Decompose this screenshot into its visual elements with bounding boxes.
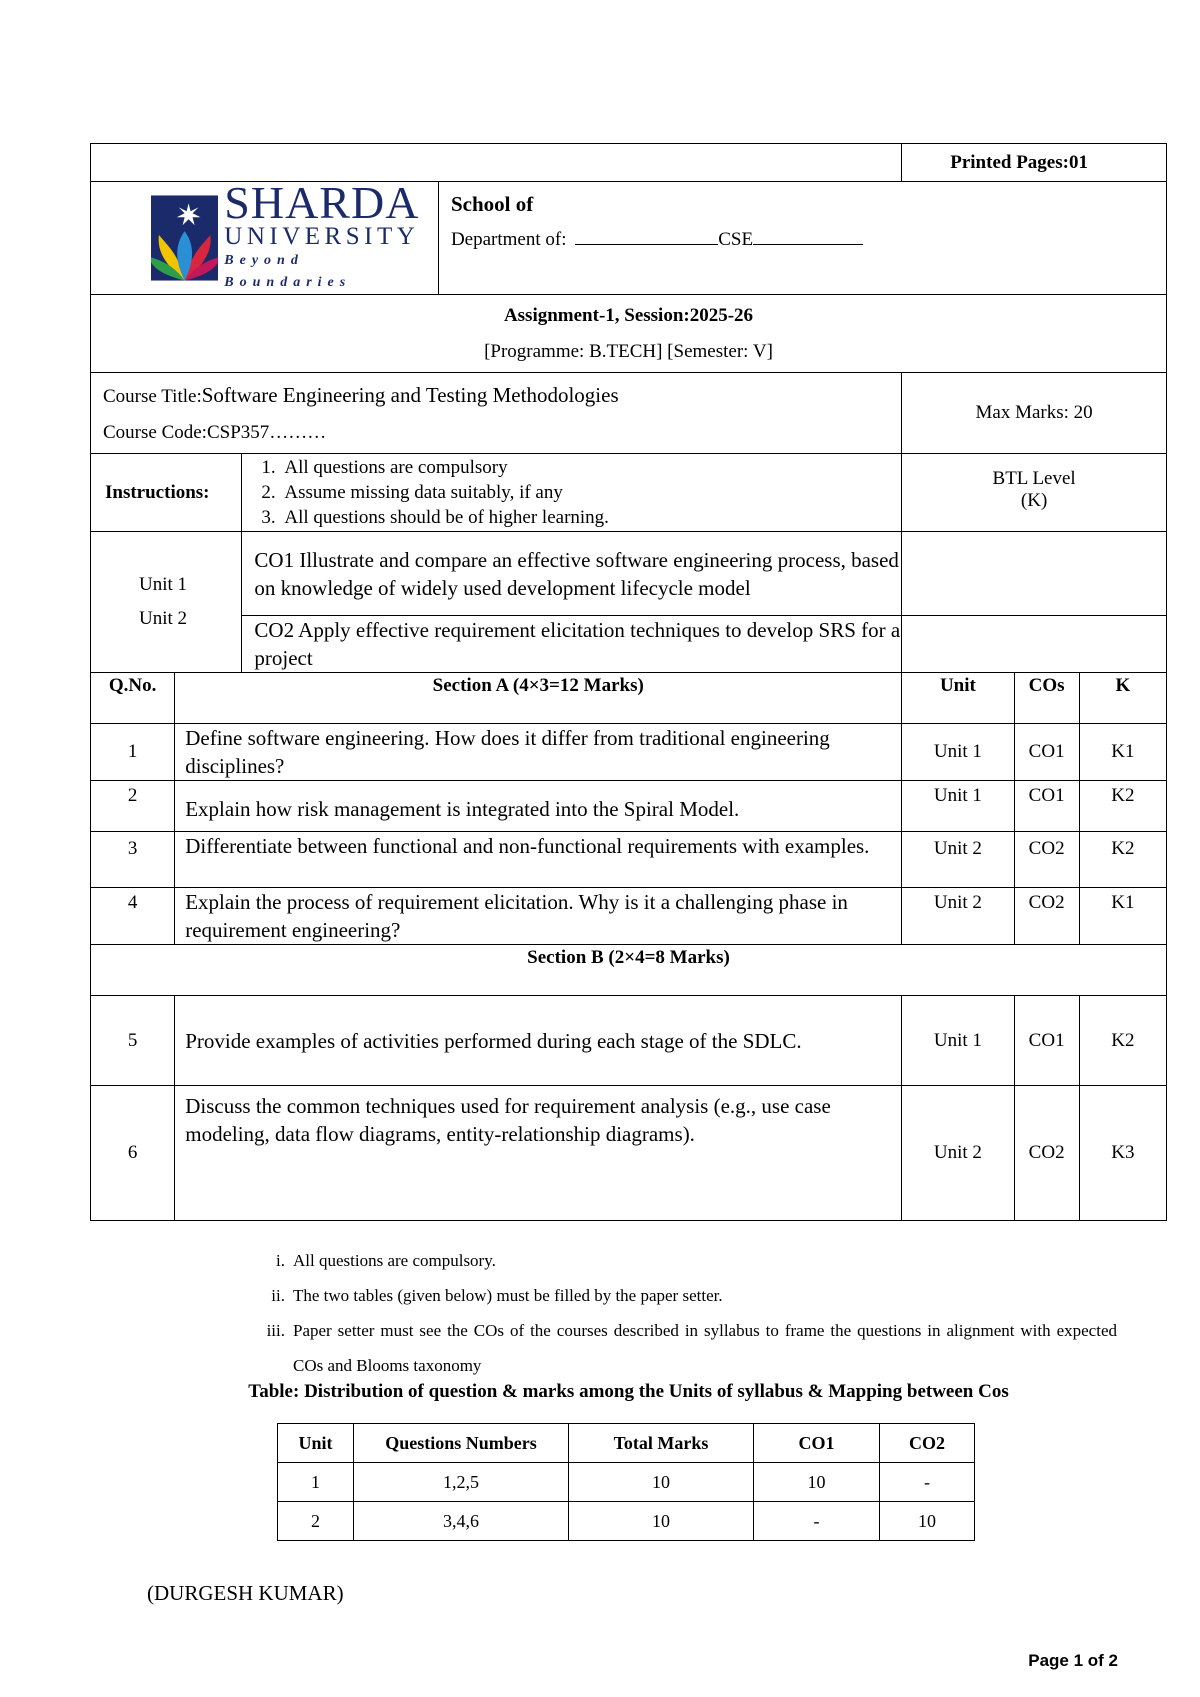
table-row [91, 888, 1167, 945]
programme-line: [Programme: B.TECH] [Semester: V] [484, 340, 773, 362]
department-value: CSE [718, 229, 754, 250]
question-k: K1 [1079, 724, 1166, 781]
section-b-title: Section B (2×4=8 Marks) [91, 945, 1167, 996]
school-label: School of [450, 192, 534, 216]
question-text: Discuss the common techniques used for requirement analysis (e.g., use case modeling, data flow diagrams, entity-relationship diagrams). [175, 1086, 902, 1221]
university-word: UNIVERSITY [224, 223, 420, 250]
table-cell: 2 [278, 1502, 354, 1541]
table-cell: 10 [569, 1463, 754, 1502]
col-unit: Unit [902, 673, 1014, 724]
question-unit: Unit 2 [902, 888, 1014, 945]
btl-level: BTL Level (K) [902, 454, 1167, 532]
university-tagline: Beyond Boundaries [224, 253, 352, 290]
co2-description: CO2 Apply effective requirement elicitation techniques to develop SRS for a project [242, 616, 902, 673]
table-row [91, 996, 1167, 1086]
question-number: 3 [91, 832, 175, 888]
university-name: SHARDA [224, 177, 420, 228]
question-number: 5 [91, 996, 175, 1086]
distribution-table [277, 1423, 975, 1541]
department-line: Department of: CSE [451, 229, 1166, 251]
question-unit: Unit 2 [902, 832, 1014, 888]
setter-notes [255, 1243, 1117, 1383]
dist-header-co2: CO2 [880, 1424, 975, 1463]
course-title: Software Engineering and Testing Methodologies [201, 382, 619, 407]
question-co: CO1 [1014, 996, 1079, 1086]
page-number: Page 1 of 2 [1028, 1651, 1118, 1670]
table-row [91, 724, 1167, 781]
table-row [91, 781, 1167, 832]
question-k: K1 [1079, 888, 1166, 945]
question-co: CO1 [1014, 781, 1079, 832]
col-qno: Q.No. [91, 673, 175, 724]
printed-pages: Printed Pages:01 [902, 144, 1167, 182]
table-row [91, 832, 1167, 888]
dist-header-unit: Unit [278, 1424, 354, 1463]
co1-description: CO1 Illustrate and compare an effective software engineering process, based on knowledge of widely used development lifecycle model [242, 532, 902, 616]
question-k: K2 [1079, 781, 1166, 832]
question-k: K2 [1079, 832, 1166, 888]
instructions-label: Instructions: [91, 454, 242, 532]
table-row [91, 1086, 1167, 1221]
table-cell: 10 [754, 1463, 880, 1502]
question-text: Explain the process of requirement elicitation. Why is it a challenging phase in requirement engineering? [175, 888, 902, 945]
col-k: K [1079, 673, 1166, 724]
question-unit: Unit 2 [902, 1086, 1014, 1221]
sharda-lotus-logo-icon [151, 195, 218, 281]
question-co: CO2 [1014, 1086, 1079, 1221]
dist-header-marks: Total Marks [569, 1424, 754, 1463]
section-a-title: Section A (4×3=12 Marks) [175, 673, 902, 724]
table-row [278, 1424, 975, 1463]
course-code-line: Course Code:CSP357……… [103, 421, 327, 443]
question-co: CO2 [1014, 888, 1079, 945]
max-marks: Max Marks: 20 [902, 373, 1167, 454]
course-code: CSP357……… [206, 421, 327, 443]
question-k: K2 [1079, 996, 1166, 1086]
table-cell: 10 [569, 1502, 754, 1541]
question-number: 1 [91, 724, 175, 781]
question-number: 2 [91, 781, 175, 832]
instruction-item: 3. All questions should be of higher learning. [280, 505, 901, 530]
question-unit: Unit 1 [902, 996, 1014, 1086]
table-cell: 3,4,6 [354, 1502, 569, 1541]
instruction-item: 2. Assume missing data suitably, if any [280, 480, 901, 505]
question-unit: Unit 1 [902, 724, 1014, 781]
table-cell: 1,2,5 [354, 1463, 569, 1502]
instruction-item: 1. All questions are compulsory [280, 455, 901, 480]
units-cell: Unit 1 Unit 2 [91, 532, 242, 673]
question-co: CO1 [1014, 724, 1079, 781]
distribution-table-title: Table: Distribution of question & marks among the Units of syllabus & Mapping between Cos [248, 1381, 1009, 1402]
dist-header-questions: Questions Numbers [354, 1424, 569, 1463]
note-item: i. All questions are compulsory. [276, 1251, 496, 1270]
instructions-list [242, 455, 901, 530]
course-title-line: Course Title:Software Engineering and Testing Methodologies [103, 382, 619, 407]
question-text: Define software engineering. How does it differ from traditional engineering disciplines? [175, 724, 902, 781]
question-number: 4 [91, 888, 175, 945]
note-item: ii. The two tables (given below) must be filled by the paper setter. [271, 1286, 723, 1305]
table-cell: - [880, 1463, 975, 1502]
table-cell: 10 [880, 1502, 975, 1541]
assignment-title: Assignment-1, Session:2025-26 [503, 304, 754, 326]
dist-header-co1: CO1 [754, 1424, 880, 1463]
note-item: iii. Paper setter must see the COs of the courses described in syllabus to frame the questions in alignment with expected COs and Blooms taxonomy [266, 1321, 1117, 1375]
col-cos: COs [1014, 673, 1079, 724]
question-unit: Unit 1 [902, 781, 1014, 832]
question-k: K3 [1079, 1086, 1166, 1221]
table-cell: - [754, 1502, 880, 1541]
question-co: CO2 [1014, 832, 1079, 888]
question-text: Differentiate between functional and non-functional requirements with examples. [175, 832, 902, 888]
table-row [278, 1463, 975, 1502]
table-row [278, 1502, 975, 1541]
question-text: Explain how risk management is integrated into the Spiral Model. [175, 781, 902, 832]
logo-cell [91, 177, 439, 295]
question-text: Provide examples of activities performed during each stage of the SDLC. [175, 996, 902, 1086]
question-paper-table [90, 143, 1167, 1221]
table-cell: 1 [278, 1463, 354, 1502]
question-number: 6 [91, 1086, 175, 1221]
signature-name: (DURGESH KUMAR) [147, 1581, 344, 1605]
